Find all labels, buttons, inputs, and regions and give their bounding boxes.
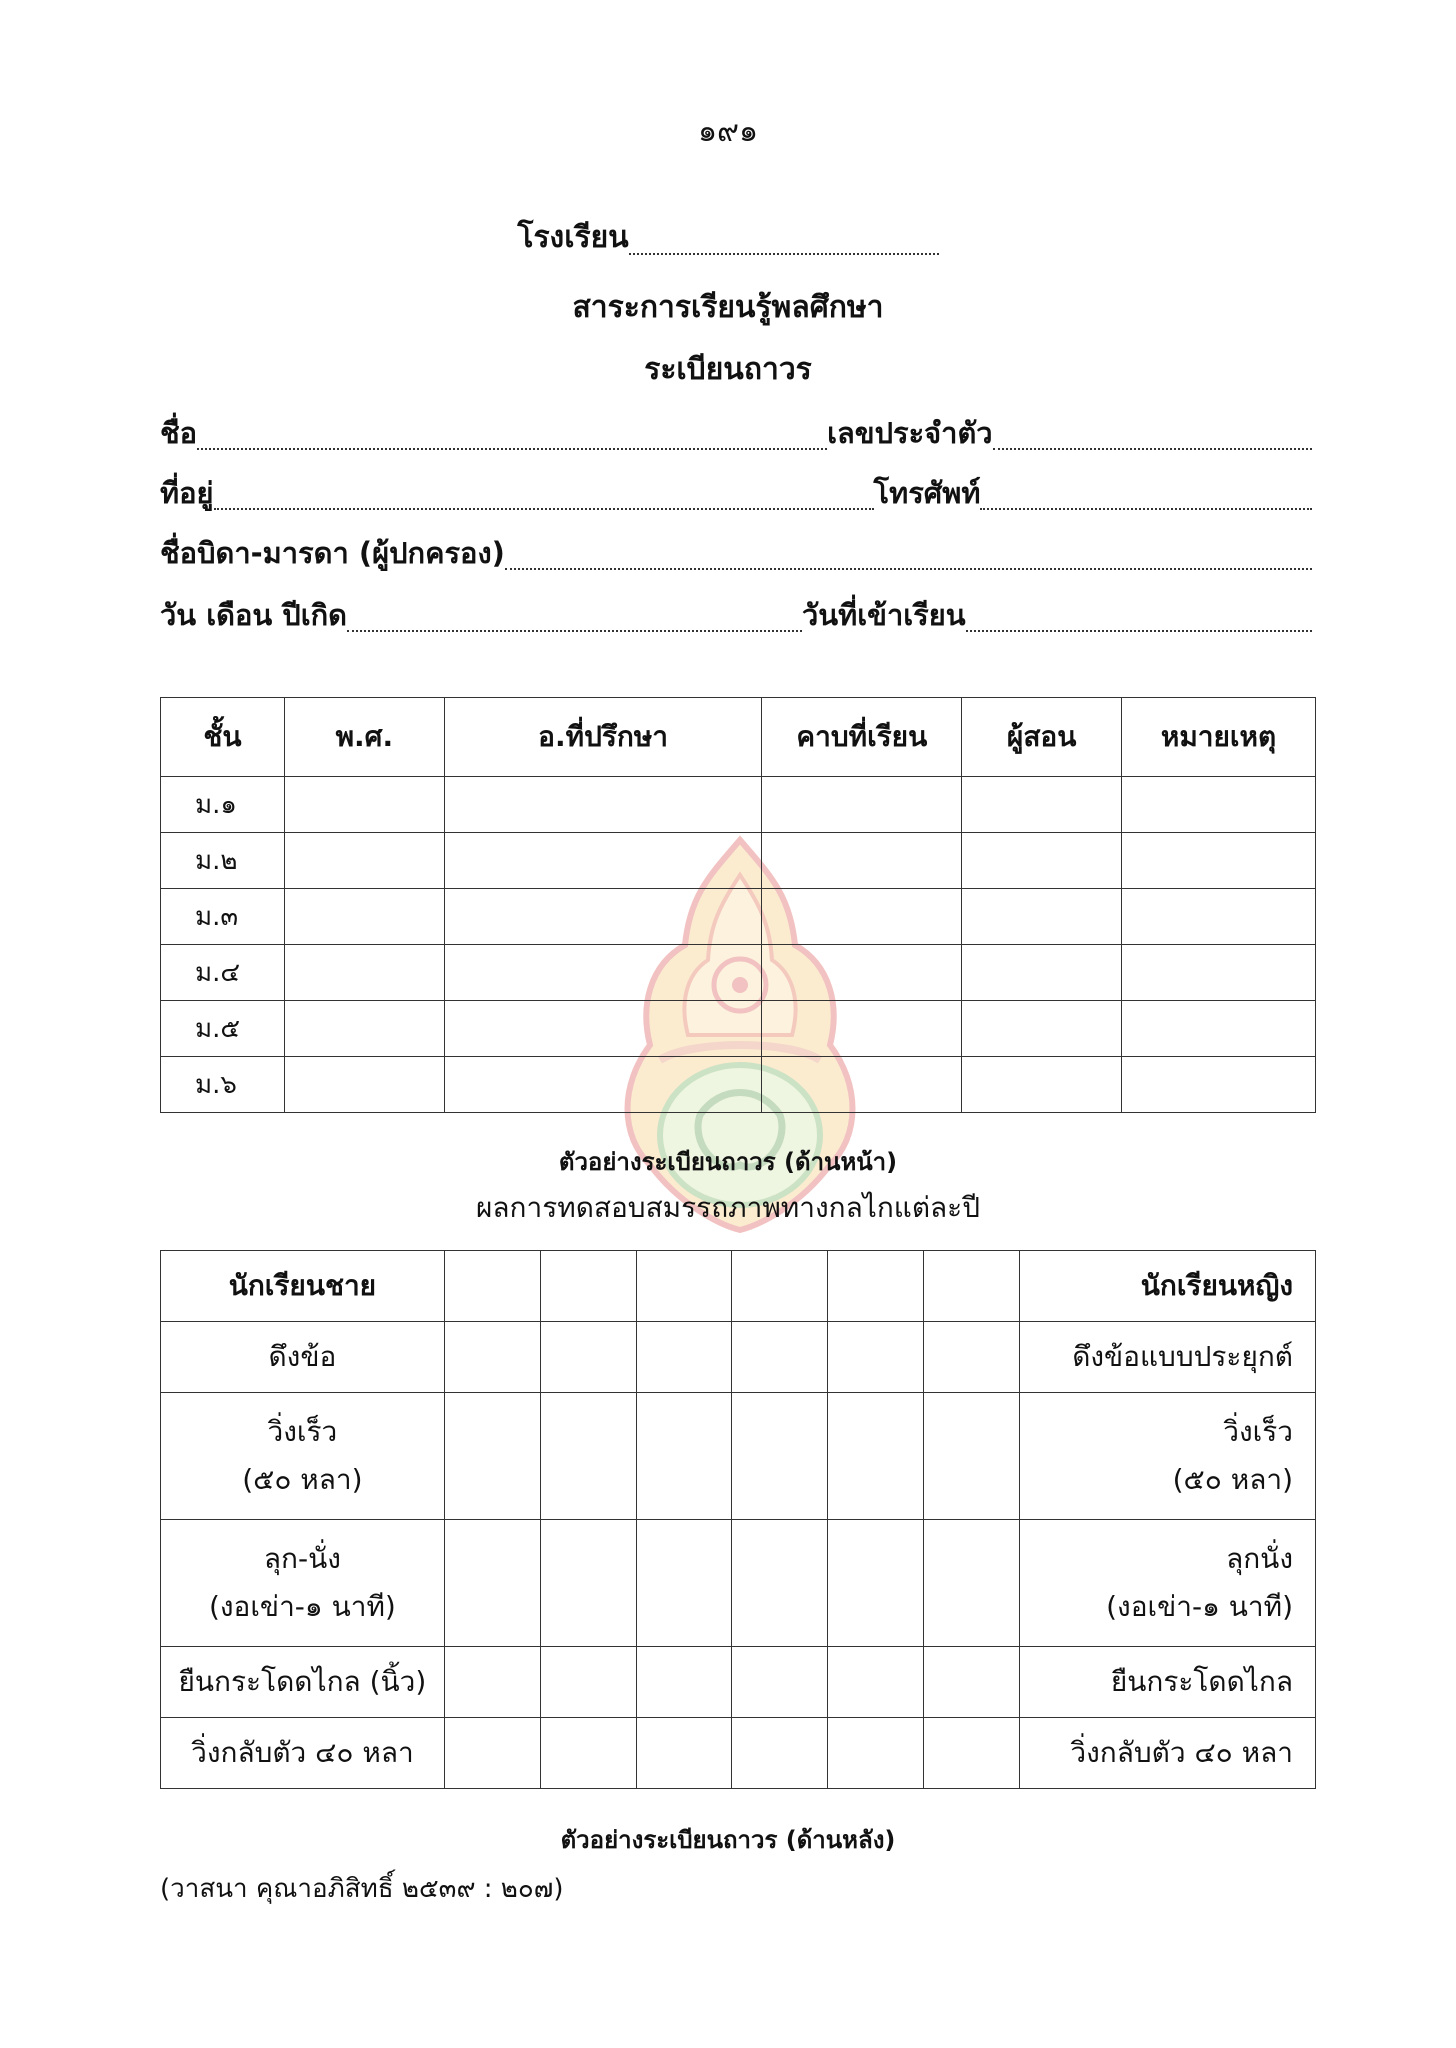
blank-cell [284,1001,444,1057]
test-unit: (งอเข่า-๑ นาที) [1106,1590,1293,1623]
blank-cell [924,1647,1020,1718]
female-test [1020,1520,1316,1647]
address-blank [214,508,874,510]
grade-cell: ม.๓ [161,889,285,945]
col-header: หมายเหตุ [1122,698,1316,777]
female-header: นักเรียนหญิง [1020,1251,1316,1322]
blank-cell [284,833,444,889]
table-row [161,1520,1316,1647]
fitness-table [160,1250,1316,1789]
class-record-table [160,697,1316,1113]
phone-label: โทรศัพท์ [873,476,981,510]
table-row [161,1393,1316,1520]
male-test [161,1520,445,1647]
male-test: วิ่งกลับตัว ๔๐ หลา [161,1718,445,1789]
grade-cell: ม.๒ [161,833,285,889]
subject-heading: สาระการเรียนรู้พลศึกษา [572,290,884,325]
col-header: พ.ศ. [284,698,444,777]
col-header: อ.ที่ปรึกษา [444,698,762,777]
blank-cell [444,1322,540,1393]
blank-cell [828,1647,924,1718]
table-row [161,889,1316,945]
blank-cell [732,1393,828,1520]
test-unit: (งอเข่า-๑ นาที) [208,1590,396,1623]
blank-cell [762,889,962,945]
table-row [161,945,1316,1001]
blank-cell [1122,1001,1316,1057]
blank-cell [1122,1057,1316,1113]
table-row [161,777,1316,833]
blank-cell [540,1647,636,1718]
grade-cell: ม.๔ [161,945,285,1001]
blank-cell [1122,889,1316,945]
female-test [1020,1393,1316,1520]
blank-cell [444,777,762,833]
blank-cell [444,1001,762,1057]
table-row [161,1647,1316,1718]
blank-cell [732,1718,828,1789]
col-header: ผู้สอน [962,698,1122,777]
blank-cell [540,1520,636,1647]
school-line [0,214,1456,261]
blank-cell [284,777,444,833]
blank-cell [284,945,444,1001]
blank-cell [444,1393,540,1520]
grade-cell: ม.๖ [161,1057,285,1113]
blank-cell [924,1251,1020,1322]
male-test: ดึงข้อ [161,1322,445,1393]
blank-cell [540,1251,636,1322]
test-name: ลุกนั่ง [1226,1542,1293,1575]
blank-cell [762,1057,962,1113]
table-row [161,1057,1316,1113]
student-id-blank [993,448,1312,450]
table-header-row [161,698,1316,777]
table-header-row [161,1251,1316,1322]
male-header: นักเรียนชาย [161,1251,445,1322]
blank-cell [828,1520,924,1647]
name-row [160,410,1312,456]
blank-cell [444,1251,540,1322]
blank-cell [828,1393,924,1520]
blank-cell [732,1322,828,1393]
parents-blank [505,568,1312,570]
table-row [161,833,1316,889]
female-test: ดึงข้อแบบประยุกต์ [1020,1322,1316,1393]
parents-row [160,530,1312,576]
blank-cell [284,889,444,945]
blank-cell [540,1718,636,1789]
school-blank [629,253,939,255]
blank-cell [1122,833,1316,889]
birthdate-row [160,592,1312,638]
test-name: วิ่งเร็ว [267,1415,338,1448]
blank-cell [962,833,1122,889]
caption-front: ตัวอย่างระเบียนถาวร (ด้านหน้า) [558,1148,898,1176]
blank-cell [762,1001,962,1057]
blank-cell [828,1322,924,1393]
name-blank [197,448,827,450]
test-name: ลุก-นั่ง [263,1542,341,1575]
blank-cell [284,1057,444,1113]
blank-cell [444,1057,762,1113]
col-header: ชั้น [161,698,285,777]
birthdate-label: วัน เดือน ปีเกิด [160,598,347,632]
enroll-date-label: วันที่เข้าเรียน [802,598,966,632]
blank-cell [444,945,762,1001]
blank-cell [962,889,1122,945]
school-label: โรงเรียน [517,220,629,255]
table-row [161,1001,1316,1057]
col-header: คาบที่เรียน [762,698,962,777]
blank-cell [962,1057,1122,1113]
blank-cell [636,1322,732,1393]
blank-cell [732,1647,828,1718]
page-number: ๑๙๑ [697,114,759,149]
citation: (วาสนา คุณาอภิสิทธิ์ ๒๕๓๙ : ๒๐๗) [160,1874,564,1904]
blank-cell [828,1251,924,1322]
female-test: ยืนกระโดดไกล [1020,1647,1316,1718]
student-id-label: เลขประจำตัว [827,416,993,450]
name-label: ชื่อ [160,416,198,450]
blank-cell [444,889,762,945]
blank-cell [444,1647,540,1718]
blank-cell [924,1718,1020,1789]
record-title: ระเบียนถาวร [644,352,812,387]
address-row [160,470,1312,516]
address-label: ที่อยู่ [160,476,214,510]
blank-cell [762,777,962,833]
parents-label: ชื่อบิดา-มารดา (ผู้ปกครอง) [160,536,505,570]
blank-cell [540,1322,636,1393]
blank-cell [444,1520,540,1647]
blank-cell [636,1718,732,1789]
blank-cell [732,1520,828,1647]
caption-back: ตัวอย่างระเบียนถาวร (ด้านหลัง) [560,1826,896,1854]
enroll-date-blank [966,630,1312,632]
female-test: วิ่งกลับตัว ๔๐ หลา [1020,1718,1316,1789]
test-name: วิ่งเร็ว [1223,1415,1293,1448]
blank-cell [636,1251,732,1322]
blank-cell [828,1718,924,1789]
blank-cell [962,777,1122,833]
blank-cell [444,833,762,889]
blank-cell [732,1251,828,1322]
blank-cell [924,1393,1020,1520]
blank-cell [540,1393,636,1520]
table-row [161,1718,1316,1789]
birthdate-blank [347,630,802,632]
blank-cell [1122,777,1316,833]
blank-cell [444,1718,540,1789]
male-test: ยืนกระโดดไกล (นิ้ว) [161,1647,445,1718]
test-unit: (๕๐ หลา) [1172,1463,1293,1496]
blank-cell [636,1393,732,1520]
blank-cell [924,1322,1020,1393]
blank-cell [762,945,962,1001]
blank-cell [762,833,962,889]
phone-blank [980,508,1312,510]
blank-cell [962,945,1122,1001]
test-unit: (๕๐ หลา) [242,1463,363,1496]
grade-cell: ม.๑ [161,777,285,833]
blank-cell [1122,945,1316,1001]
blank-cell [636,1520,732,1647]
blank-cell [636,1647,732,1718]
male-test [161,1393,445,1520]
blank-cell [962,1001,1122,1057]
blank-cell [924,1520,1020,1647]
fitness-subtitle: ผลการทดสอบสมรรถภาพทางกลไกแต่ละปี [475,1191,980,1224]
grade-cell: ม.๕ [161,1001,285,1057]
table-row [161,1322,1316,1393]
